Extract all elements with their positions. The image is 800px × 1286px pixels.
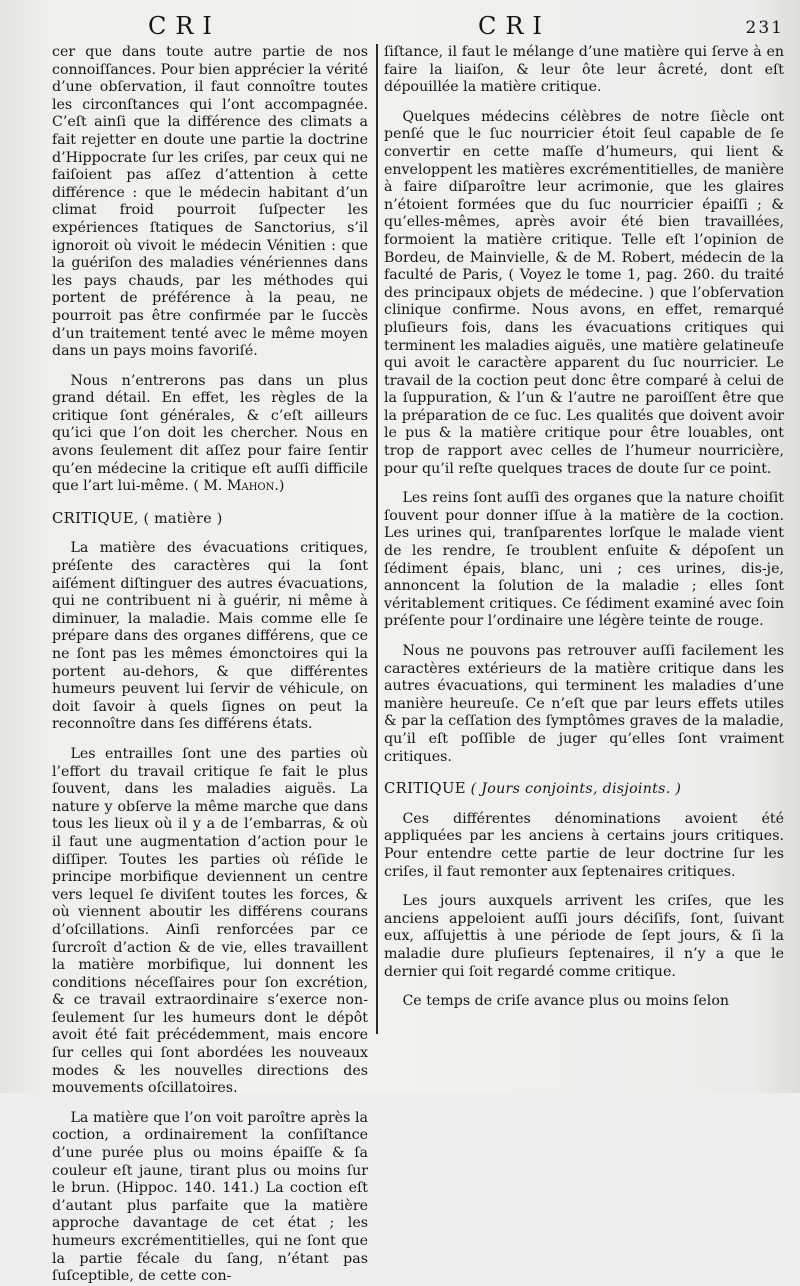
left-paragraph-2 (52, 373, 368, 496)
running-head-left: CRI (148, 12, 221, 40)
running-head-right: CRI (478, 12, 551, 40)
right-column (384, 44, 784, 1011)
right-paragraph-4: Nous ne pouvons pas retrouver auſſi facilement les caractères extérieurs de la matière critique dans les autres évacuations, qui terminent les maladies d’une manière heureuſe. Ce n’eſt que par leurs effets utiles & par la ceſſation des ſymptômes graves de la maladie, qu’il eſt poſſible de juger qu’elles ſont vraiment critiques. (384, 643, 784, 765)
left-paragraph-3: La matière des évacuations critiques, préſente des caractères qui la ſont aiſément diſtinguer des autres évacuations, qui ne contribuent ni à guérir, ni même à diminuer, la maladie. Mais comme elle ſe prépare dans des organes différens, que ce ne ſont pas les mêmes émonctoires qui la portent au-dehors, & que différentes humeurs peuvent lui ſervir de véhicule, on doit ſavoir à quels ſignes on peut la reconnoître dans ſes différens états. (52, 540, 368, 733)
right-paragraph-5: Ces différentes dénominations avoient été appliquées par les anciens à certains jours critiques. Pour entendre cette partie de leur doctrine ſur les criſes, il faut remonter aux ſeptenaires critiques. (384, 810, 784, 880)
entry-heading-critique-jours (384, 780, 784, 799)
right-paragraph-1: ſiſtance, il faut le mélange d’une matière qui ſerve à en faire la liaiſon, & leur ôte leur âcreté, dont eſt dépouillée la matière critique. (384, 44, 784, 96)
right-paragraph-2: Quelques médecins célèbres de notre ſiècle ont penſé que le ſuc nourricier étoit ſeul capable de ſe convertir en cette maſſe d’humeurs, qui lient & enveloppent les matières excrémentitielles, de manière à faire diſparoître leur acrimonie, que les glaires n’étoient formées que du ſuc nourricier épaiſſi ; & qu’elles-mêmes, après avoir été bien travaillées, formoient la matière critique. Telle eſt l’opinion de Bordeu, de Mainvielle, & de M. Robert, médecin de la faculté de Paris, ( Voyez le tome 1, pag. 260. du traité des principaux objets de médecine. ) que l’obſervation clinique confirme. Nous avons, en effet, remarqué pluſieurs fois, dans les évacuations critiques qui terminent les maladies aiguës, une matière gelatineuſe qui avoit le caractère apparent du ſuc nourricier. Le travail de la coction peut donc être comparé à celui de la ſuppuration, & l’un & l’autre ne paroiſſent être que la préparation de ce ſuc. Les qualités que doivent avoir le pus & la matière critique pour être louables, ont trop de rapport avec celles de l’humeur nourricière, pour qu’il reſte quelques traces de doute ſur ce point. (384, 108, 784, 477)
left-paragraph-5: La matière que l’on voit paroître après la coction, a ordinairement la conſiſtance d’une purée plus ou moins épaiſſe & ſa couleur eſt jaune, tirant plus ou moins ſur le brun. (Hippoc. 140. 141.) La coction eſt d’autant plus parfaite que la matière approche davantage de cet état ; les humeurs excrémentitielles, qui ne ſont que la partie fécale du ſang, n’étant pas ſuſceptible, de cette con- (52, 1109, 368, 1285)
left-paragraph-2-text: Nous n’entrerons pas dans un plus grand détail. En effet, les règles de la critique ſont générales, & c’eſt ailleurs qu’ici que l’on doit les chercher. Nous en avons ſeulement dit aſſez pour faire ſentir qu’en médecine la critique eſt auſſi difficile que l’art lui-même. ( (52, 372, 368, 495)
entry-heading-critique-matiere (52, 510, 368, 529)
right-paragraph-7: Ce temps de criſe avance plus ou moins ſelon (402, 993, 730, 1010)
entry-heading-qualifier-2: ( Jours conjoints, disjoints. ) (470, 781, 682, 798)
entry-heading-qualifier: , ( matière ) (133, 510, 223, 527)
column-divider (376, 44, 378, 1034)
author-signature-close: ) (278, 478, 285, 495)
left-column (52, 44, 368, 1286)
right-paragraph-3: Les reins ſont auſſi des organes que la nature choiſit ſouvent pour donner iſſue à la matière de la coction. Les urines qui, tranſparentes lorſque le malade vient de les rendre, ſe troublent enſuite & dépoſent un ſédiment épais, blanc, uni ; ces urines, dis-je, annoncent la ſolution de la maladie ; elles ſont véritablement critiques. Ce ſédiment examiné avec ſoin préſente pour l’ordinaire une légère teinte de rouge. (384, 490, 784, 630)
left-paragraph-1: cer que dans toute autre partie de nos connoiſſances. Pour bien apprécier la vérité d’une obſervation, il faut connoître toutes les circonſtances qui l’ont accompagnée. C’eſt ainſi que la différence des climats a fait rejetter en doute une partie la doctrine d’Hippocrate ſur les criſes, par ceux qui ne faiſoient pas aſſez d’attention à cette différence : que le médecin habitant d’un climat froid pourroit ſuſpecter les expériences ſtatiques de Sanctorius, s’il ignoroit où vivoit le médecin Vénitien : que la guériſon des maladies vénériennes dans les pays chauds, par les méthodes qui portent de préférence à la peau, ne pourroit pas être confirmée par le ſuccès d’un traitement tenté avec le même moyen dans un pays moins favoriſé. (52, 44, 368, 360)
entry-heading-lemma: CRITIQUE (52, 509, 134, 527)
page-number: 231 (745, 18, 784, 38)
entry-heading-lemma-2: CRITIQUE (384, 780, 466, 798)
left-paragraph-4: Les entrailles ſont une des parties où l’effort du travail critique ſe fait le plus ſouvent, dans les maladies aiguës. La nature y obſerve la même marche que dans tous les lieux où il y a de l’embarras, & où il faut une augmentation d’action pour le diſſiper. Toutes les parties où réſide le principe morbifique deviennent un centre vers lequel ſe diviſent toutes les forces, & où viennent aboutir les différens courans d’oſcillations. Ainſi renforcées par ce ſurcroît d’action & de vie, elles travaillent la matière morbifique, lui donnent les conditions néceſſaires pour ſon excrétion, & ce travail extraordinaire s’exerce non-ſeulement ſur les humeurs dont le dépôt avoit été fait précédemment, mais encore ſur celles qui ſont abordées les nouveaux modes & les nouvelles directions des mouvements oſcillatoires. (52, 745, 368, 1097)
right-paragraph-6: Les jours auxquels arrivent les criſes, que les anciens appeloient auſſi jours déciſifs, ſont, ſuivant eux, aſſujettis à une période de ſept jours, & ſi la maladie dure pluſieurs ſeptenaires, il n’y a que le dernier qui ſoit regardé comme critique. (384, 893, 784, 980)
author-signature: M. Mahon. (203, 478, 279, 495)
